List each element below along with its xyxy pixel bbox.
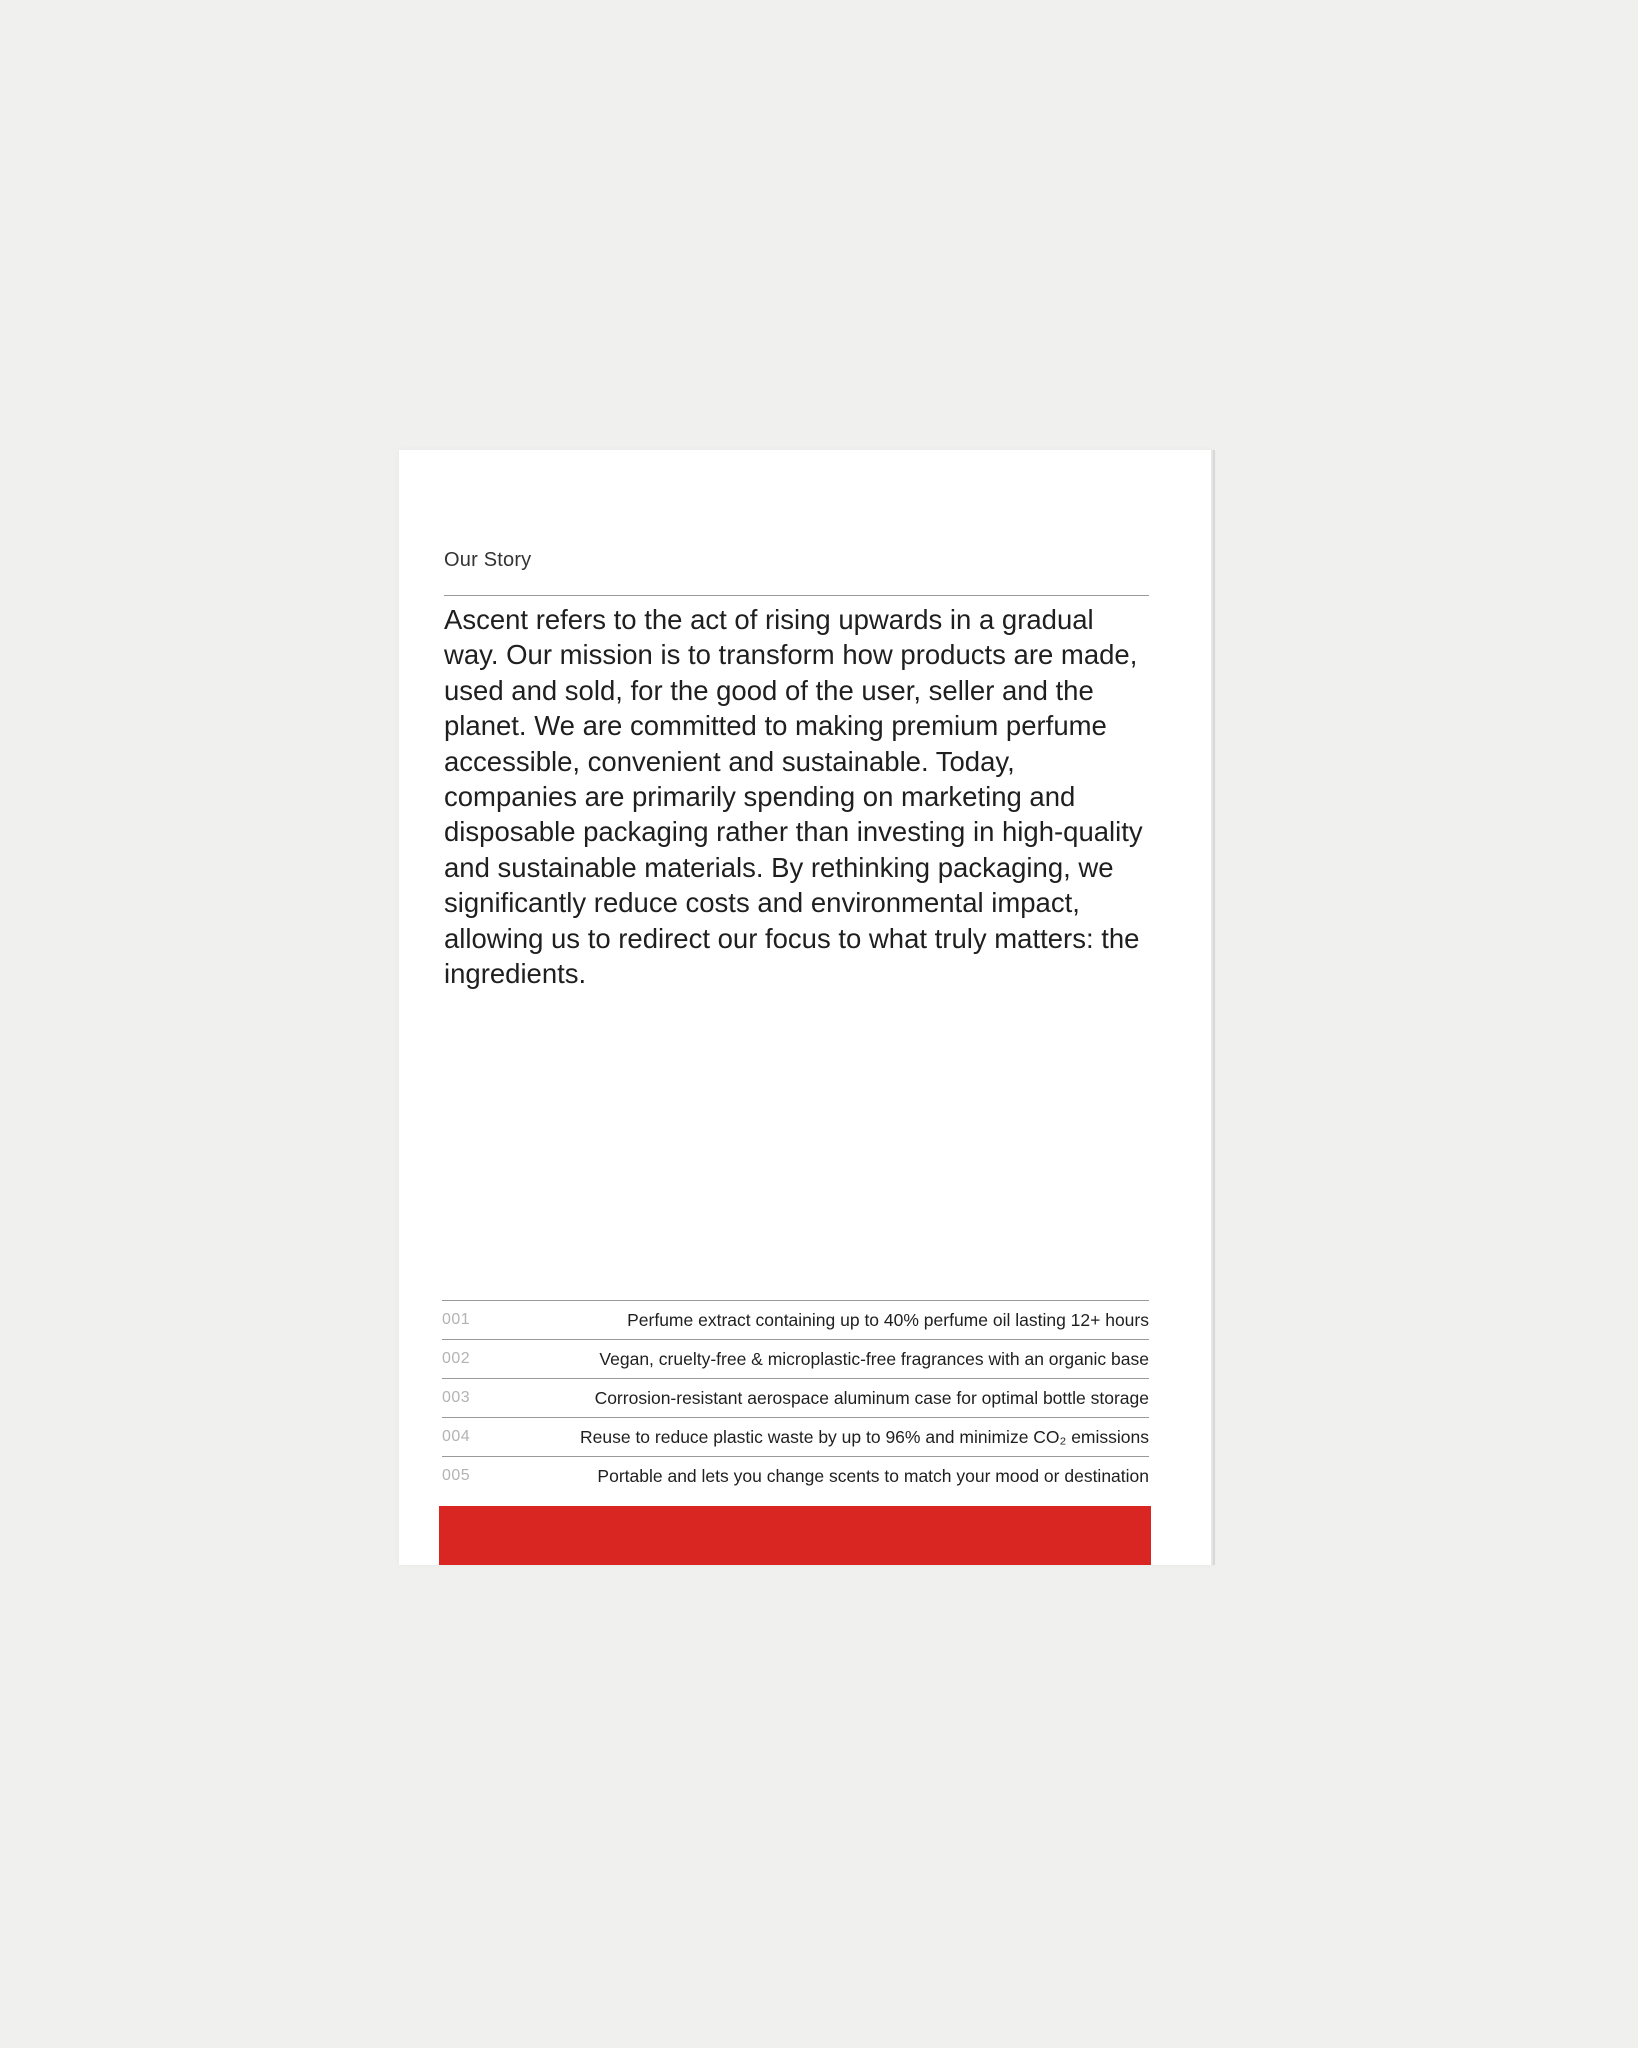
feature-row-005 [442,1457,1149,1495]
feature-row-004 [442,1418,1149,1457]
feature-number: 005 [442,1467,471,1484]
feature-number: 003 [442,1389,471,1406]
feature-list [442,1300,1149,1495]
feature-row-002 [442,1340,1149,1379]
feature-number: 001 [442,1311,471,1328]
red-accent-band [439,1506,1151,1565]
feature-text: Corrosion-resistant aerospace aluminum case for optimal bottle storage [594,1387,1149,1408]
packaging-box [399,450,1213,1565]
section-label: Our Story [444,549,532,571]
feature-text: Portable and lets you change scents to match your mood or destination [597,1465,1149,1486]
feature-text: Perfume extract containing up to 40% perfume oil lasting 12+ hours [627,1309,1149,1330]
feature-number: 002 [442,1350,471,1367]
feature-row-001 [442,1301,1149,1340]
divider-line [444,595,1149,596]
feature-text: Reuse to reduce plastic waste by up to 96% and minimize CO₂ emissions [580,1426,1149,1447]
feature-text: Vegan, cruelty-free & microplastic-free fragrances with an organic base [599,1348,1149,1369]
feature-number: 004 [442,1428,471,1445]
feature-row-003 [442,1379,1149,1418]
story-paragraph: Ascent refers to the act of rising upwards in a gradual way. Our mission is to transform how products are made, used and sold, for the good of the user, seller and the planet. We are committed to making premium perfume accessible, convenient and sustainable. Today, companies are primarily spending on marketing and disposable packaging rather than investing in high-quality and sustainable materials. By rethinking packaging, we significantly reduce costs and environmental impact, allowing us to redirect our focus to what truly matters: the ingredients. [444,604,1143,990]
